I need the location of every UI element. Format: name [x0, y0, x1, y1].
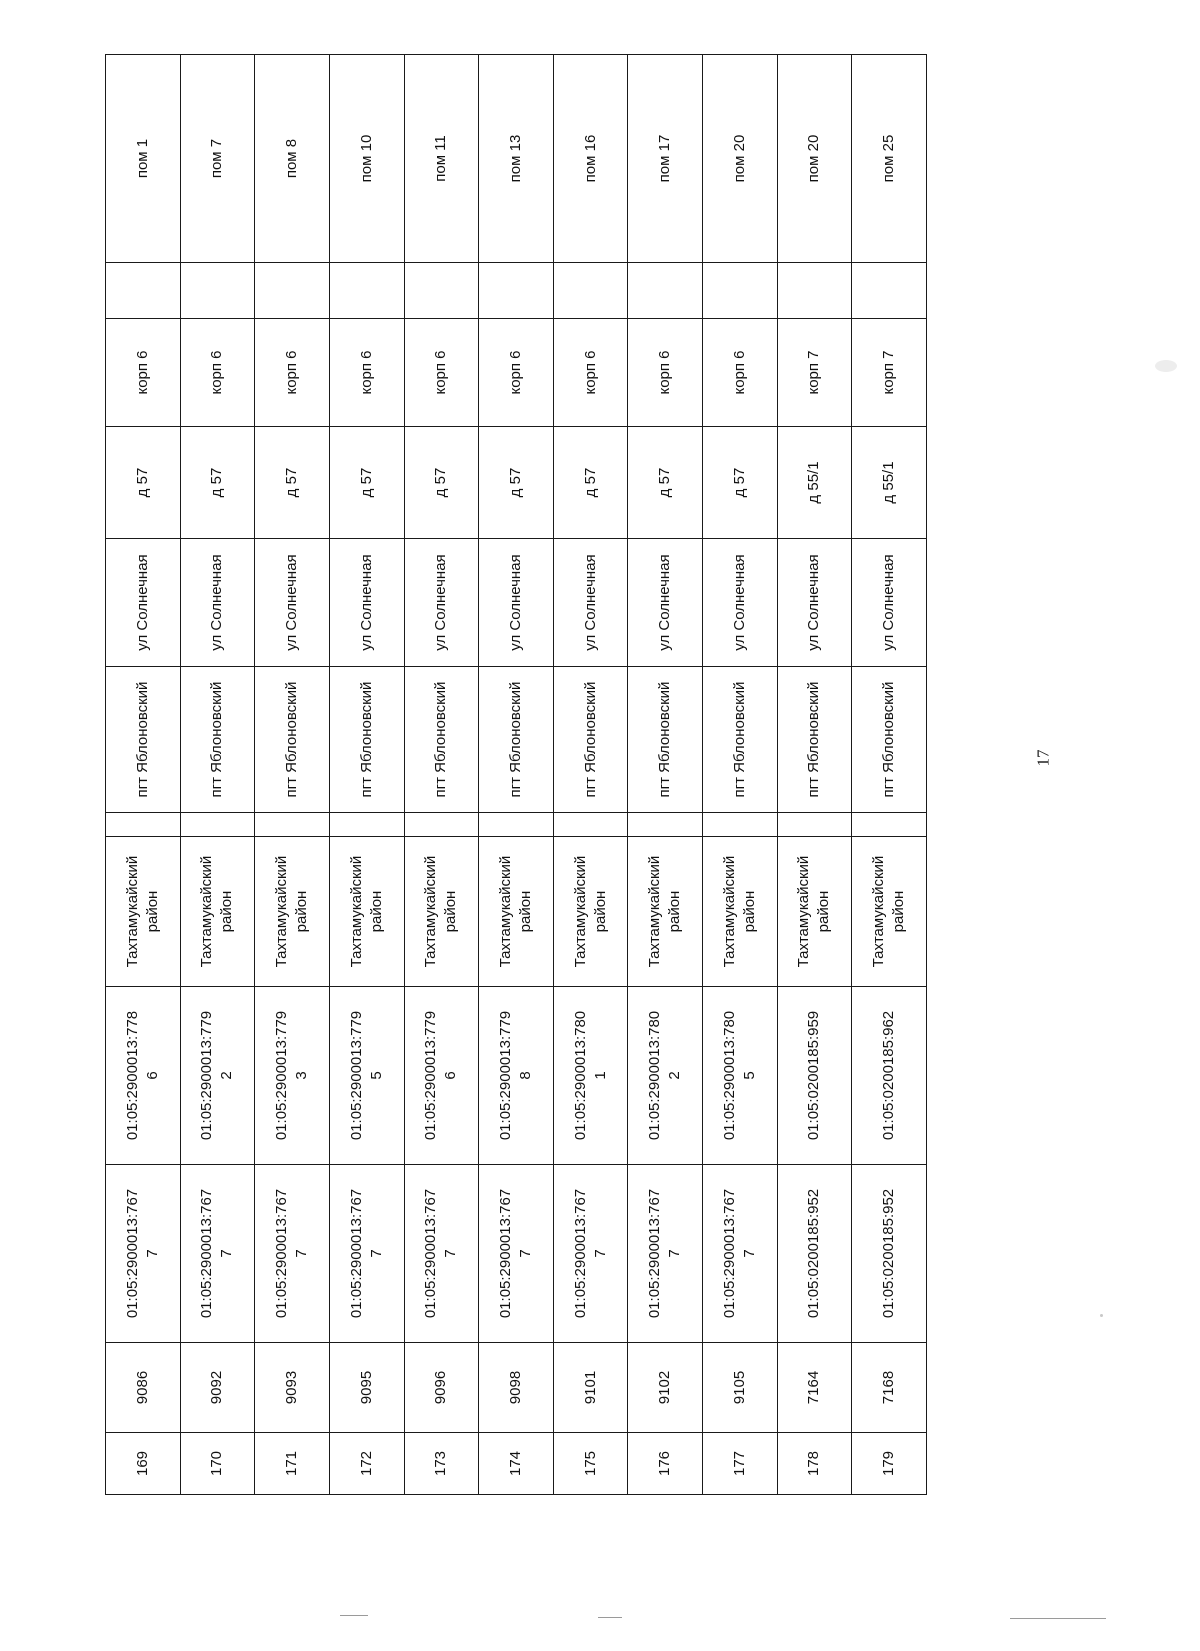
cell-room: пом 11: [404, 55, 479, 263]
cell-cadastral-2: 01:05:2900013:780 1: [553, 987, 628, 1165]
scan-speck: [1100, 1314, 1103, 1317]
cell-locality: пгт Яблоновский: [777, 667, 852, 813]
table-row: [404, 55, 479, 1495]
cell-room: пом 7: [180, 55, 255, 263]
registry-table-body: [106, 55, 927, 1495]
cell-empty-2: [777, 263, 852, 319]
scan-artifact-line: [340, 1615, 368, 1616]
cell-empty-1: [553, 813, 628, 837]
cell-empty-2: [329, 263, 404, 319]
cell-street: ул Солнечная: [479, 539, 554, 667]
cell-street: ул Солнечная: [553, 539, 628, 667]
cell-empty-1: [255, 813, 330, 837]
cell-cadastral-1: 01:05:2900013:767 7: [255, 1165, 330, 1343]
cell-cadastral-1: 01:05:2900013:767 7: [553, 1165, 628, 1343]
table-row: [329, 55, 404, 1495]
cell-building: корп 6: [628, 319, 703, 427]
cell-id: 9096: [404, 1343, 479, 1433]
cell-empty-1: [180, 813, 255, 837]
table-row: [180, 55, 255, 1495]
cell-empty-2: [553, 263, 628, 319]
cell-id: 9093: [255, 1343, 330, 1433]
cell-id: 9102: [628, 1343, 703, 1433]
cell-empty-2: [852, 263, 927, 319]
cell-empty-2: [404, 263, 479, 319]
cell-building: корп 6: [553, 319, 628, 427]
cell-room: пом 17: [628, 55, 703, 263]
rotated-table-wrapper: [105, 55, 927, 1495]
table-row: [703, 55, 778, 1495]
scan-artifact-line: [598, 1617, 622, 1618]
cell-id: 9101: [553, 1343, 628, 1433]
cell-street: ул Солнечная: [106, 539, 181, 667]
cell-locality: пгт Яблоновский: [628, 667, 703, 813]
cell-street: ул Солнечная: [628, 539, 703, 667]
cell-house: д 57: [703, 427, 778, 539]
cell-building: корп 6: [255, 319, 330, 427]
cell-cadastral-2: 01:05:2900013:780 5: [703, 987, 778, 1165]
cell-cadastral-2: 01:05:2900013:780 2: [628, 987, 703, 1165]
cell-num: 169: [106, 1433, 181, 1495]
cell-room: пом 8: [255, 55, 330, 263]
cell-street: ул Солнечная: [852, 539, 927, 667]
cell-building: корп 7: [852, 319, 927, 427]
table-row: [852, 55, 927, 1495]
cell-house: д 57: [255, 427, 330, 539]
cell-cadastral-1: 01:05:0200185:952: [852, 1165, 927, 1343]
cell-num: 178: [777, 1433, 852, 1495]
cell-room: пом 16: [553, 55, 628, 263]
cell-cadastral-2: 01:05:2900013:779 5: [329, 987, 404, 1165]
cell-locality: пгт Яблоновский: [404, 667, 479, 813]
cell-district: Тахтамукайский район: [703, 837, 778, 987]
scan-artifact-line: [1010, 1618, 1106, 1619]
cell-house: д 57: [180, 427, 255, 539]
cell-cadastral-2: 01:05:2900013:779 3: [255, 987, 330, 1165]
cell-building: корп 6: [106, 319, 181, 427]
cell-num: 170: [180, 1433, 255, 1495]
cell-district: Тахтамукайский район: [404, 837, 479, 987]
cell-locality: пгт Яблоновский: [180, 667, 255, 813]
cell-cadastral-2: 01:05:2900013:778 6: [106, 987, 181, 1165]
cell-room: пом 20: [777, 55, 852, 263]
table-row: [106, 55, 181, 1495]
cell-house: д 55/1: [852, 427, 927, 539]
cell-cadastral-1: 01:05:0200185:952: [777, 1165, 852, 1343]
cell-building: корп 6: [180, 319, 255, 427]
cell-house: д 57: [106, 427, 181, 539]
table-row: [255, 55, 330, 1495]
cell-id: 9095: [329, 1343, 404, 1433]
cell-locality: пгт Яблоновский: [852, 667, 927, 813]
cell-empty-1: [479, 813, 554, 837]
cell-empty-2: [703, 263, 778, 319]
cell-id: 9098: [479, 1343, 554, 1433]
cell-locality: пгт Яблоновский: [106, 667, 181, 813]
cell-street: ул Солнечная: [703, 539, 778, 667]
cell-empty-2: [180, 263, 255, 319]
cell-id: 9105: [703, 1343, 778, 1433]
property-registry-table: [105, 54, 927, 1495]
cell-cadastral-1: 01:05:2900013:767 7: [703, 1165, 778, 1343]
scan-speck: [1155, 360, 1177, 372]
cell-house: д 57: [628, 427, 703, 539]
cell-cadastral-1: 01:05:2900013:767 7: [628, 1165, 703, 1343]
cell-street: ул Солнечная: [329, 539, 404, 667]
cell-cadastral-1: 01:05:2900013:767 7: [329, 1165, 404, 1343]
cell-cadastral-1: 01:05:2900013:767 7: [106, 1165, 181, 1343]
cell-room: пом 13: [479, 55, 554, 263]
cell-locality: пгт Яблоновский: [479, 667, 554, 813]
cell-building: корп 6: [329, 319, 404, 427]
cell-district: Тахтамукайский район: [180, 837, 255, 987]
cell-id: 9092: [180, 1343, 255, 1433]
cell-street: ул Солнечная: [255, 539, 330, 667]
cell-empty-2: [255, 263, 330, 319]
cell-empty-2: [628, 263, 703, 319]
cell-num: 179: [852, 1433, 927, 1495]
table-row: [479, 55, 554, 1495]
cell-cadastral-1: 01:05:2900013:767 7: [479, 1165, 554, 1343]
cell-num: 176: [628, 1433, 703, 1495]
cell-building: корп 6: [479, 319, 554, 427]
cell-room: пом 10: [329, 55, 404, 263]
cell-locality: пгт Яблоновский: [329, 667, 404, 813]
cell-num: 175: [553, 1433, 628, 1495]
cell-empty-1: [777, 813, 852, 837]
cell-num: 171: [255, 1433, 330, 1495]
cell-house: д 55/1: [777, 427, 852, 539]
cell-cadastral-1: 01:05:2900013:767 7: [180, 1165, 255, 1343]
cell-id: 7168: [852, 1343, 927, 1433]
cell-empty-1: [852, 813, 927, 837]
cell-empty-1: [329, 813, 404, 837]
table-row: [553, 55, 628, 1495]
cell-district: Тахтамукайский район: [479, 837, 554, 987]
cell-street: ул Солнечная: [777, 539, 852, 667]
cell-building: корп 6: [404, 319, 479, 427]
cell-room: пом 20: [703, 55, 778, 263]
cell-cadastral-1: 01:05:2900013:767 7: [404, 1165, 479, 1343]
cell-empty-1: [106, 813, 181, 837]
cell-num: 173: [404, 1433, 479, 1495]
cell-cadastral-2: 01:05:2900013:779 8: [479, 987, 554, 1165]
cell-district: Тахтамукайский район: [553, 837, 628, 987]
cell-empty-2: [106, 263, 181, 319]
cell-street: ул Солнечная: [180, 539, 255, 667]
cell-empty-1: [628, 813, 703, 837]
cell-locality: пгт Яблоновский: [703, 667, 778, 813]
cell-house: д 57: [553, 427, 628, 539]
cell-id: 9086: [106, 1343, 181, 1433]
cell-room: пом 25: [852, 55, 927, 263]
cell-cadastral-2: 01:05:2900013:779 2: [180, 987, 255, 1165]
cell-house: д 57: [479, 427, 554, 539]
table-row: [777, 55, 852, 1495]
cell-district: Тахтамукайский район: [628, 837, 703, 987]
cell-empty-1: [404, 813, 479, 837]
cell-building: корп 6: [703, 319, 778, 427]
cell-building: корп 7: [777, 319, 852, 427]
cell-cadastral-2: 01:05:0200185:959: [777, 987, 852, 1165]
page-number: 17: [1033, 749, 1053, 767]
cell-locality: пгт Яблоновский: [553, 667, 628, 813]
cell-house: д 57: [329, 427, 404, 539]
cell-district: Тахтамукайский район: [852, 837, 927, 987]
cell-empty-2: [479, 263, 554, 319]
cell-room: пом 1: [106, 55, 181, 263]
cell-cadastral-2: 01:05:0200185:962: [852, 987, 927, 1165]
table-row: [628, 55, 703, 1495]
cell-num: 177: [703, 1433, 778, 1495]
cell-district: Тахтамукайский район: [106, 837, 181, 987]
cell-house: д 57: [404, 427, 479, 539]
cell-num: 172: [329, 1433, 404, 1495]
cell-street: ул Солнечная: [404, 539, 479, 667]
cell-num: 174: [479, 1433, 554, 1495]
cell-district: Тахтамукайский район: [777, 837, 852, 987]
cell-id: 7164: [777, 1343, 852, 1433]
cell-empty-1: [703, 813, 778, 837]
cell-district: Тахтамукайский район: [255, 837, 330, 987]
cell-district: Тахтамукайский район: [329, 837, 404, 987]
cell-cadastral-2: 01:05:2900013:779 6: [404, 987, 479, 1165]
cell-locality: пгт Яблоновский: [255, 667, 330, 813]
